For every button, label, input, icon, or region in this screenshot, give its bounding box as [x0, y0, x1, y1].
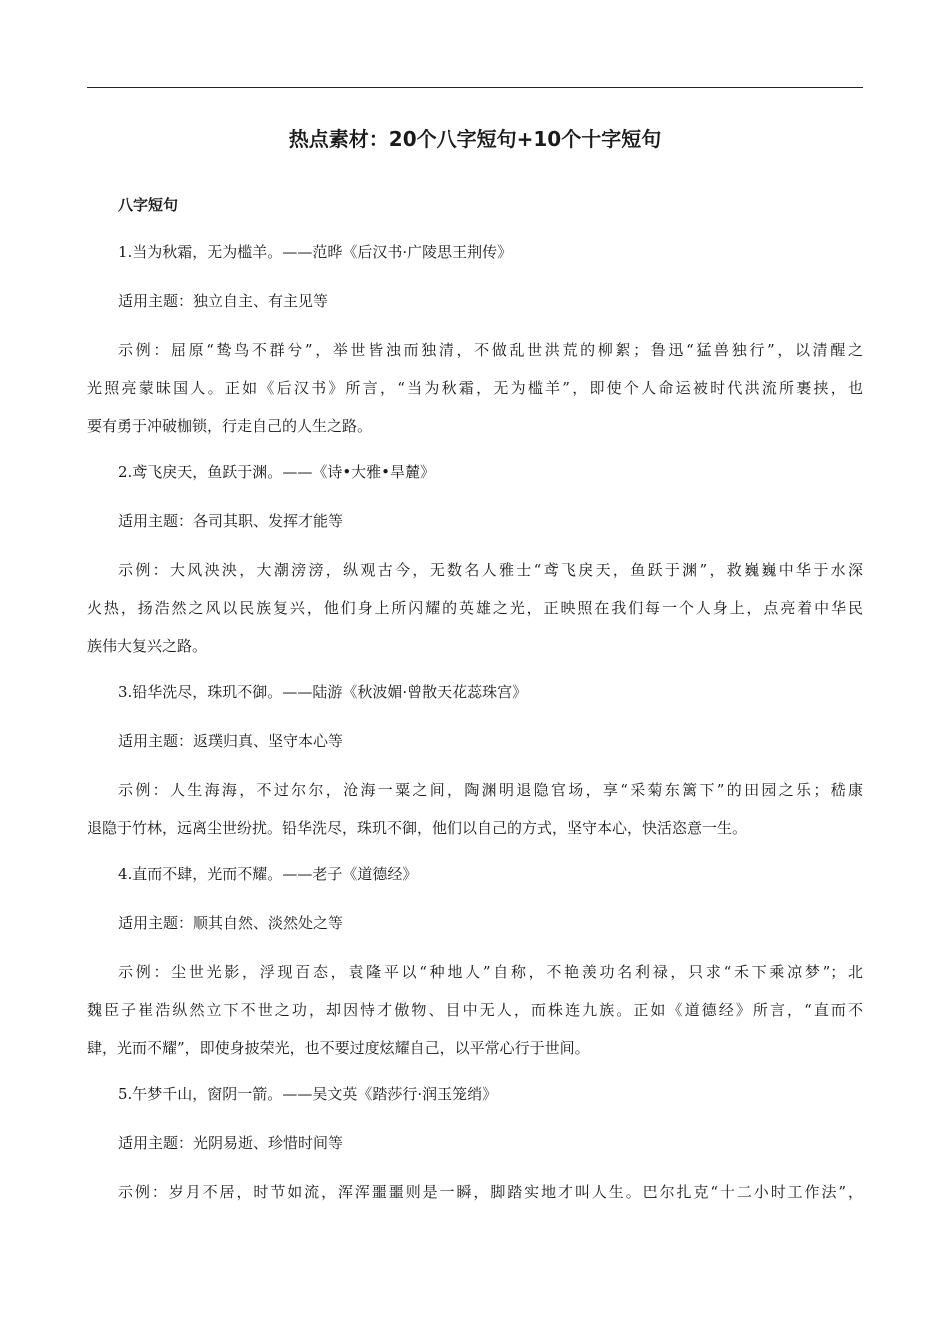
entry-quote: 4.直而不肆，光而不耀。——老子《道德经》: [118, 865, 418, 883]
entry-theme: 适用主题：独立自主、有主见等: [118, 292, 329, 310]
entry-theme: 适用主题：返璞归真、坚守本心等: [118, 732, 344, 750]
entry-theme: 适用主题：光阴易逝、珍惜时间等: [118, 1134, 344, 1152]
entry-quote: 5.午梦千山，窗阴一箭。——吴文英《踏莎行·润玉笼绡》: [118, 1085, 498, 1103]
header-rule: [87, 87, 863, 88]
entry-example-line: 光照亮蒙昧国人。正如《后汉书》所言，“当为秋霜，无为槛羊”，即使个人命运被时代洪流所裹挟，也: [87, 379, 863, 397]
entry-example-line: 火热，扬浩然之风以民族复兴，他们身上所闪耀的英雄之光，正映照在我们每一个人身上，点亮着中华民: [87, 599, 863, 617]
entry-theme: 适用主题：各司其职、发挥才能等: [118, 512, 344, 530]
entry-example-line: 族伟大复兴之路。: [87, 637, 208, 655]
entry-quote: 1.当为秋霜，无为槛羊。——范晔《后汉书·广陵思王荆传》: [118, 243, 513, 261]
entry-quote: 3.铅华洗尽，珠玑不御。——陆游《秋波媚·曾散天花蕊珠宫》: [118, 683, 528, 701]
document-title: 热点素材：20个八字短句+10个十字短句: [288, 127, 662, 151]
entry-example-line: 示例：岁月不居，时节如流，浑浑噩噩则是一瞬，脚踏实地才叫人生。巴尔扎克“十二小时工作法”，: [118, 1183, 863, 1201]
entry-example-line: 示例：屈原“鸷鸟不群兮”，举世皆浊而独清，不做乱世洪荒的柳絮；鲁迅“猛兽独行”，以清醒之: [118, 341, 863, 359]
entry-example-line: 示例：尘世光影，浮现百态，袁隆平以“种地人”自称，不艳羡功名利禄，只求“禾下乘凉梦”；北: [118, 963, 863, 981]
entry-example-line: 示例：人生海海，不过尔尔，沧海一粟之间，陶渊明退隐官场，享“采菊东篱下”的田园之乐；嵇康: [118, 781, 863, 799]
entry-example-line: 肆，光而不耀”，即使身披荣光，也不要过度炫耀自己，以平常心行于世间。: [87, 1039, 590, 1057]
entry-example-line: 退隐于竹林，远离尘世纷扰。铅华洗尽，珠玑不御，他们以自己的方式，坚守本心，快活恣意一生。: [87, 819, 748, 837]
entry-example-line: 示例：大风泱泱，大潮滂滂，纵观古今，无数名人雅士“鸢飞戾天，鱼跃于渊”，救巍巍中华于水深: [118, 561, 863, 579]
entry-example-line: 魏臣子崔浩纵然立下不世之功，却因恃才傲物、目中无人，而株连九族。正如《道德经》所言，“直而不: [87, 1001, 863, 1019]
entry-quote: 2.鸢飞戾天，鱼跃于渊。——《诗•大雅•旱麓》: [118, 463, 436, 481]
section-heading: 八字短句: [118, 196, 179, 214]
entry-example-line: 要有勇于冲破枷锁，行走自己的人生之路。: [87, 417, 373, 435]
entry-theme: 适用主题：顺其自然、淡然处之等: [118, 914, 344, 932]
